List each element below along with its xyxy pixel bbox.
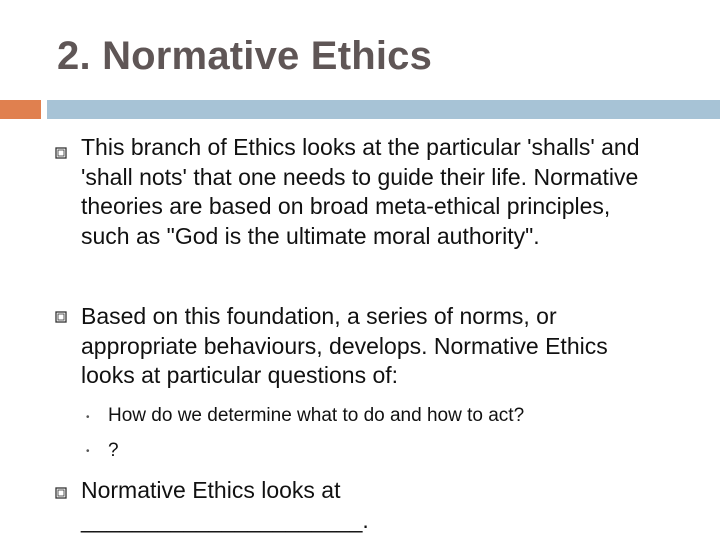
sub-bullet-dot: • [86, 412, 90, 423]
slide-title: 2. Normative Ethics [57, 34, 433, 78]
bullet-text-2: Based on this foundation, a series of norms, or appropriate behaviours, develops. Normative Ethics looks at particular questions of: [81, 303, 608, 388]
sub-bullet-text-2: ? [108, 440, 119, 461]
hollow-square-bullet-icon [55, 311, 67, 323]
hollow-square-bullet-icon [55, 487, 67, 499]
sub-bullet-text-1: How do we determine what to do and how to act? [108, 405, 525, 426]
bullet-text-3: Normative Ethics looks at ______________________. [81, 477, 369, 533]
hollow-square-bullet-icon [55, 147, 67, 159]
sub-bullet-dot: • [86, 446, 90, 457]
bullet-text-1: This branch of Ethics looks at the particular 'shalls' and 'shall nots' that one needs to guide their life. Normative theories are based on broad meta-ethical principles, such as "God is the ultimate moral authority". [81, 134, 640, 249]
